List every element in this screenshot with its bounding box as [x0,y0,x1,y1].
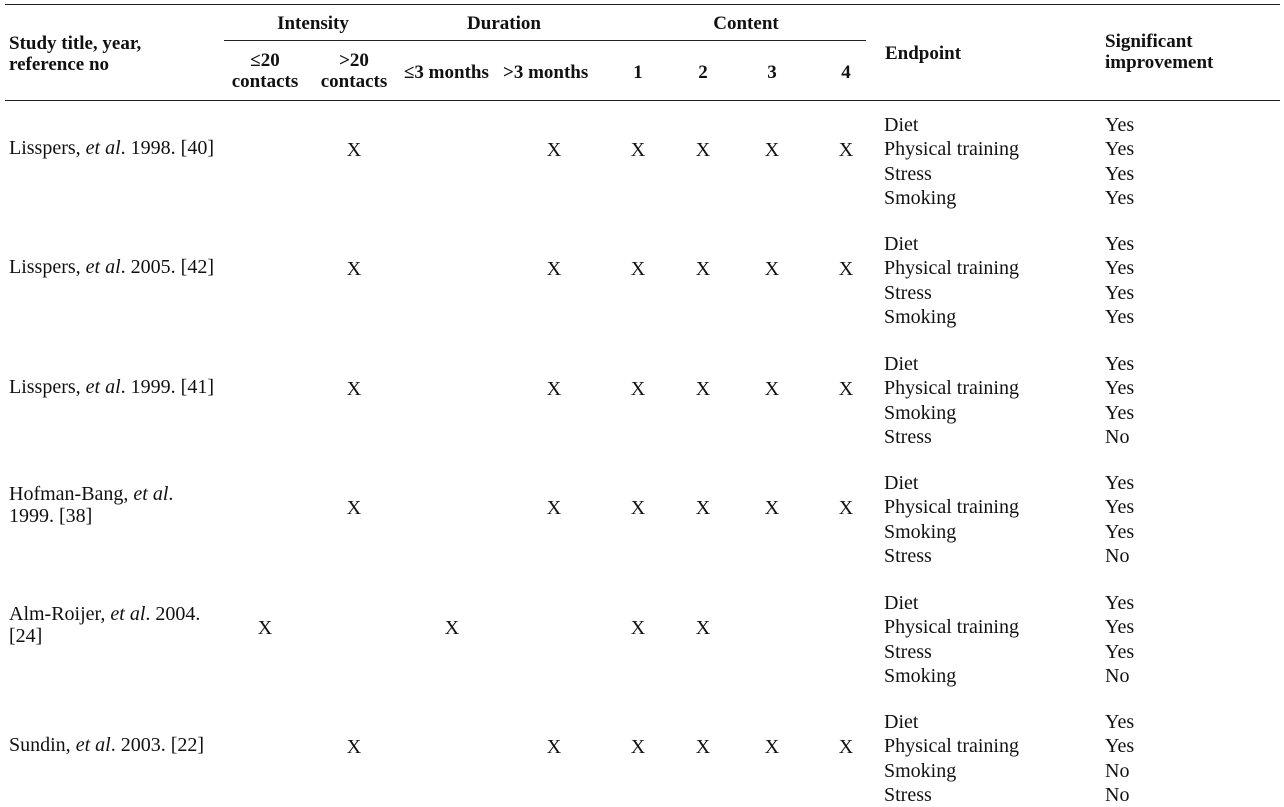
study-cell: Alm-Roijer, et al. 2004. [24] [9,603,201,647]
mark-c2: X [695,617,711,639]
endpoint-list [884,232,1019,329]
mark-c4: X [838,736,854,758]
improvement-item: Yes [1105,353,1135,375]
endpoint-item: Stress [884,281,932,304]
endpoint-list [884,471,1019,568]
header-le20: ≤20 contacts [231,50,299,92]
mark-gt3m: X [546,139,562,161]
group-header-rule [224,40,866,41]
mark-c4: X [838,497,854,519]
mark-c1: X [630,617,646,639]
endpoint-item: Diet [884,592,919,614]
improvement-item: Yes [1105,640,1135,663]
improvement-list [1105,352,1134,449]
endpoint-item: Physical training [884,257,1019,280]
study-cell: Lisspers, et al. 1999. [41] [9,376,214,398]
endpoint-list [884,352,1019,449]
mark-c4: X [838,258,854,280]
header-le3m: ≤3 months [404,62,489,83]
endpoint-item: Stress [884,162,932,185]
mark-c2: X [695,139,711,161]
improvement-item: Yes [1105,305,1135,328]
endpoint-item: Stress [884,640,932,663]
improvement-list [1105,113,1134,210]
header-content-3: 3 [767,62,777,83]
improvement-item: Yes [1105,520,1135,543]
mark-c1: X [630,139,646,161]
mark-c4: X [838,378,854,400]
mark-c2: X [695,736,711,758]
improvement-item: Yes [1105,377,1135,400]
endpoint-item: Physical training [884,496,1019,519]
study-cell: Lisspers, et al. 1998. [40] [9,137,214,159]
study-cell: Sundin, et al. 2003. [22] [9,734,205,756]
endpoint-item: Physical training [884,735,1019,758]
improvement-item: Yes [1105,616,1135,639]
mark-c1: X [630,497,646,519]
mark-c4: X [838,139,854,161]
endpoint-item: Smoking [884,186,957,209]
improvement-item: Yes [1105,592,1135,614]
improvement-item: Yes [1105,186,1135,209]
mark-gt3m: X [546,258,562,280]
mark-gt20: X [346,497,362,519]
mark-c1: X [630,378,646,400]
improvement-item: Yes [1105,233,1135,255]
mark-c3: X [764,258,780,280]
study-cell: Lisspers, et al. 2005. [42] [9,256,214,278]
endpoint-list [884,113,1019,210]
improvement-list [1105,232,1134,329]
improvement-item: Yes [1105,281,1135,304]
mark-c1: X [630,258,646,280]
endpoint-item: Diet [884,114,919,136]
endpoint-list [884,591,1019,688]
improvement-item: No [1105,759,1130,782]
improvement-item: Yes [1105,162,1135,185]
improvement-item: Yes [1105,472,1135,494]
endpoint-list [884,710,1019,807]
improvement-item: Yes [1105,735,1135,758]
mark-gt20: X [346,736,362,758]
header-duration: Duration [467,13,541,34]
endpoint-item: Diet [884,353,919,375]
improvement-item: Yes [1105,401,1135,424]
mark-c2: X [695,497,711,519]
improvement-item: Yes [1105,257,1135,280]
header-content: Content [713,13,779,34]
improvement-item: No [1105,425,1130,448]
improvement-item: No [1105,664,1130,687]
improvement-item: Yes [1105,711,1135,733]
header-content-2: 2 [698,62,708,83]
mark-gt20: X [346,378,362,400]
mark-c1: X [630,736,646,758]
endpoint-item: Physical training [884,377,1019,400]
top-rule [5,4,1280,5]
endpoint-item: Diet [884,233,919,255]
mark-gt20: X [346,258,362,280]
endpoint-item: Physical training [884,616,1019,639]
mark-gt3m: X [546,378,562,400]
mark-gt3m: X [546,736,562,758]
header-gt20: >20 contacts [320,50,388,92]
endpoint-item: Diet [884,472,919,494]
header-bottom-rule [5,100,1280,101]
mark-gt3m: X [546,497,562,519]
header-significant: Significant improvement [1105,31,1214,73]
improvement-item: No [1105,544,1130,567]
endpoint-item: Stress [884,425,932,448]
mark-c3: X [764,139,780,161]
improvement-item: No [1105,783,1130,806]
header-gt3m: >3 months [503,62,589,83]
improvement-item: Yes [1105,496,1135,519]
mark-le3m: X [444,617,460,639]
endpoint-item: Stress [884,544,932,567]
header-intensity: Intensity [277,13,349,34]
study-cell: Hofman-Bang, et al. 1999. [38] [9,483,174,527]
mark-c2: X [695,378,711,400]
header-study: Study title, year, reference no [9,33,142,75]
endpoint-item: Smoking [884,305,957,328]
endpoint-item: Smoking [884,401,957,424]
header-content-4: 4 [841,62,851,83]
improvement-item: Yes [1105,114,1135,136]
header-content-1: 1 [633,62,643,83]
endpoint-item: Smoking [884,664,957,687]
mark-c2: X [695,258,711,280]
header-endpoint: Endpoint [885,43,962,64]
mark-c3: X [764,736,780,758]
endpoint-item: Smoking [884,520,957,543]
mark-le20: X [257,617,273,639]
improvement-list [1105,471,1134,568]
endpoint-item: Diet [884,711,919,733]
improvement-item: Yes [1105,138,1135,161]
endpoint-item: Physical training [884,138,1019,161]
improvement-list [1105,591,1134,688]
mark-gt20: X [346,139,362,161]
endpoint-item: Smoking [884,759,957,782]
improvement-list [1105,710,1134,807]
endpoint-item: Stress [884,783,932,806]
mark-c3: X [764,497,780,519]
mark-c3: X [764,378,780,400]
